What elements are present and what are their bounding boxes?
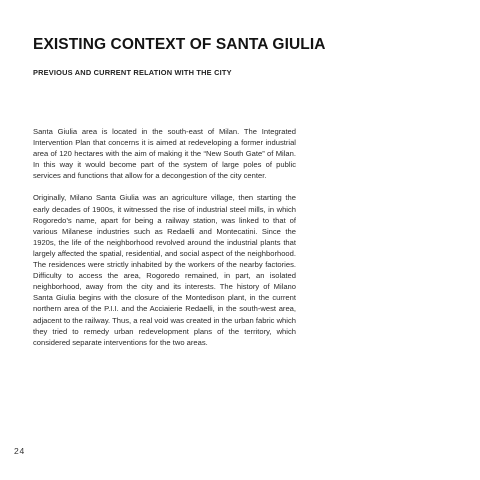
page-title: EXISTING CONTEXT OF SANTA GIULIA bbox=[33, 36, 326, 53]
paragraph-2: Originally, Milano Santa Giulia was an agriculture village, then starting the early decades of 1900s, it witnessed the rise of industrial steel mills, in which Rogoredo’s name, apart for being a railway station, was linked to that of various Milanese industries such as Redaelli and Montecatini. Since the 1920s, the life of the neighborhood revolved around the industrial plants that largely affected the spatial, residential, and social aspect of the neighborhood. The residences were strictly inhabited by the workers of the nearby factories. Difficulty to access the area, Rogoredo remained, in part, an isolated neighborhood, away from the city and its interests. The history of Milano Santa Giulia begins with the closure of the Montedison plant, in the current northern area of the P.I.I. and the Acciaierie Redaelli, in the south-west area, adjacent to the railway. Thus, a real void was created in the urban fabric which they tried to remedy urban redevelopment plans of the territory, which considered separate interventions for the two areas. bbox=[33, 193, 296, 347]
body-text bbox=[33, 126, 296, 359]
paragraph-1: Santa Giulia area is located in the south-east of Milan. The Integrated Intervention Plan that concerns it is aimed at redeveloping a former industrial area of 120 hectares with the aim of making it the “New South Gate” of Milan. In this way it would become part of the system of large poles of public services and functions that allow for a decongestion of the city center. bbox=[33, 127, 296, 181]
page-number: 24 bbox=[14, 446, 26, 456]
section-subtitle: PREVIOUS AND CURRENT RELATION WITH THE CITY bbox=[33, 68, 232, 77]
